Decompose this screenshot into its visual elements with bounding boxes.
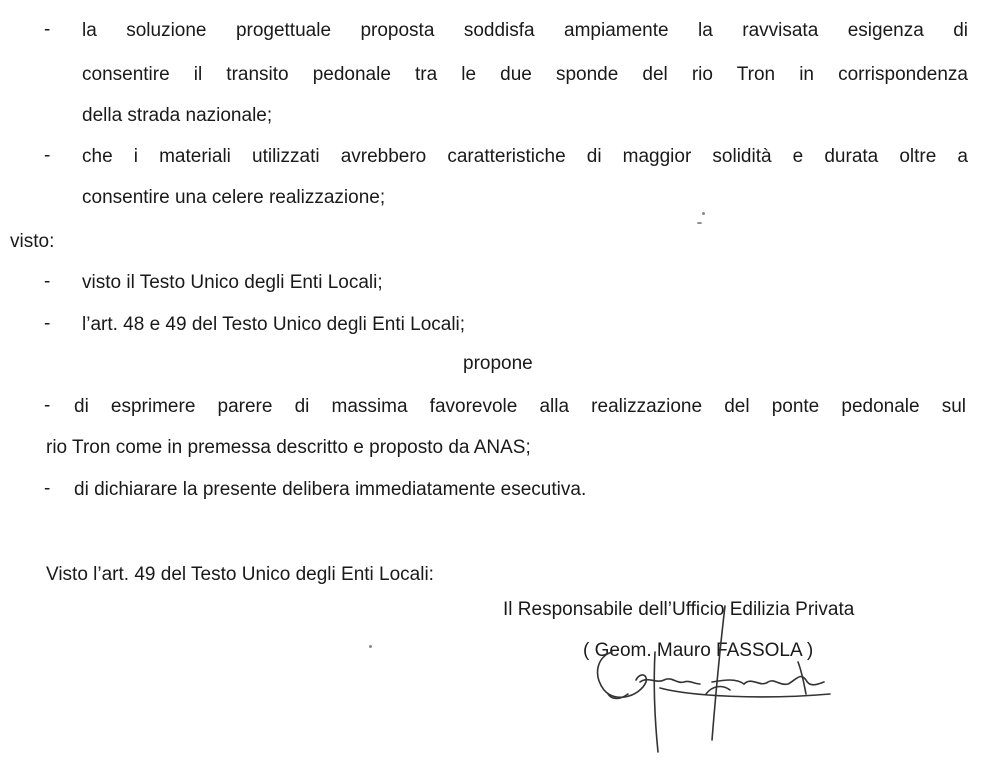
bullet-text-line: della strada nazionale; [82,105,273,126]
signatory-name: ( Geom. Mauro FASSOLA ) [583,640,814,661]
proposal-line: di dichiarare la presente delibera immediatamente esecutiva. [74,479,587,500]
scan-speck [702,212,705,215]
visto-heading: visto: [10,231,55,252]
bullet-text-line: la soluzione progettuale proposta soddisfa ampiamente la ravvisata esigenza di [82,20,968,41]
bullet-text-line: consentire il transito pedonale tra le due sponde del rio Tron in corrispondenza [82,64,968,85]
bullet-text-line: consentire una celere realizzazione; [82,187,386,208]
visto-item: visto il Testo Unico degli Enti Locali; [82,272,383,293]
bullet-dash: - [44,271,51,292]
closing-statement: Visto l’art. 49 del Testo Unico degli Enti Locali: [46,564,434,585]
bullet-dash: - [44,478,51,499]
bullet-dash: - [44,395,51,416]
bullet-dash: - [44,145,51,166]
visto-item: l’art. 48 e 49 del Testo Unico degli Enti Locali; [82,314,466,335]
bullet-dash: - [44,313,51,334]
bullet-dash: - [44,19,51,40]
bullet-text-line: che i materiali utilizzati avrebbero caratteristiche di maggior solidità e durata oltre a [82,146,968,167]
proposal-line: di esprimere parere di massima favorevole alla realizzazione del ponte pedonale sul [74,396,966,417]
signatory-role: Il Responsabile dell’Ufficio Edilizia Privata [503,599,855,620]
scan-speck [697,222,702,224]
scan-speck [369,645,372,648]
proposal-line: rio Tron come in premessa descritto e proposto da ANAS; [46,437,531,458]
propone-heading: propone [463,353,533,374]
